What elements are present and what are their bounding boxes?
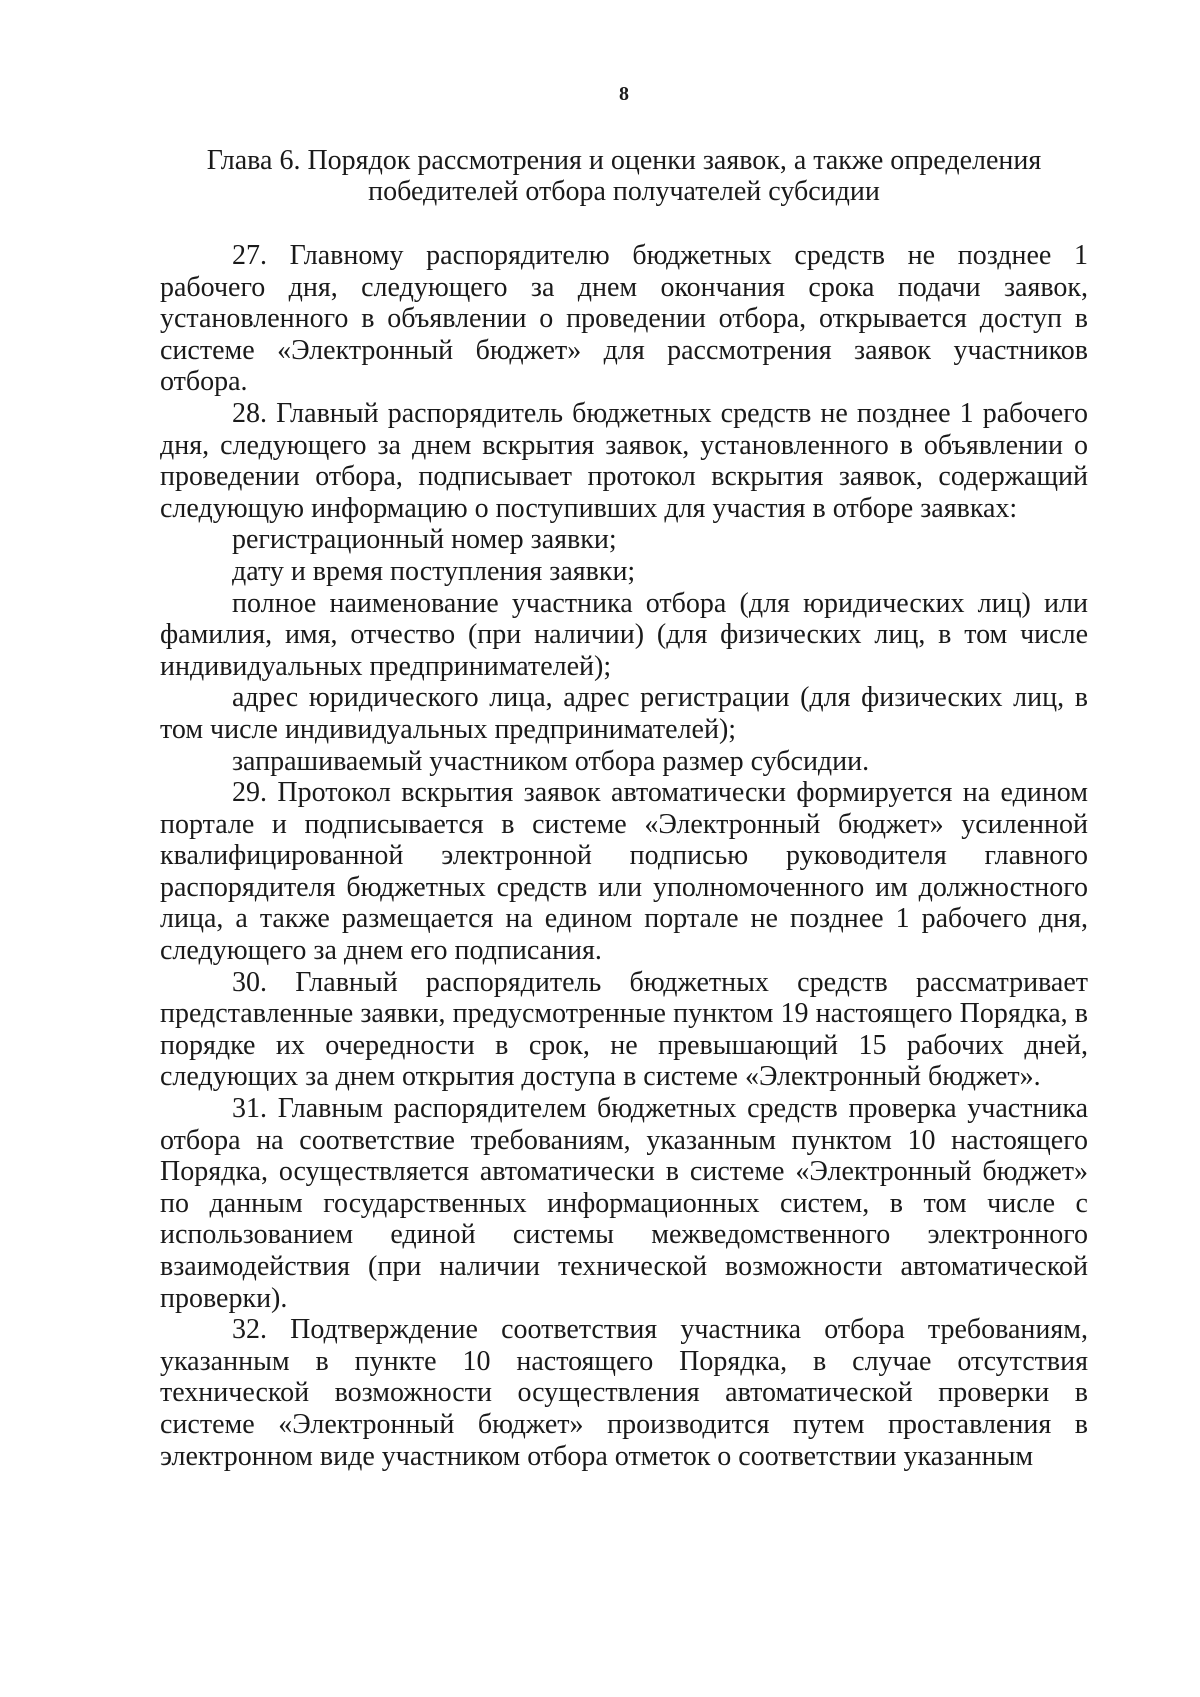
chapter-title	[160, 145, 1088, 207]
paragraph-27: 27. Главному распорядителю бюджетных средств не позднее 1 рабочего дня, следующего за днем окончания срока подачи заявок, установленного в объявлении о проведении отбора, открывается доступ в системе «Электронный бюджет» для рассмотрения заявок участников отбора.	[160, 240, 1088, 398]
paragraph-31: 31. Главным распорядителем бюджетных средств проверка участника отбора на соответствие требованиям, указанным пунктом 10 настоящего Порядка, осуществляется автоматически в системе «Электронный бюджет» по данным государственных информационных систем, в том числе с использованием единой системы межведомственного электронного взаимодействия (при наличии технической возможности автоматической проверки).	[160, 1093, 1088, 1314]
document-body	[160, 240, 1088, 1472]
chapter-title-line-2: победителей отбора получателей субсидии	[368, 176, 880, 207]
list-item-address: адрес юридического лица, адрес регистрации (для физических лиц, в том числе индивидуальных предпринимателей);	[160, 682, 1088, 745]
paragraph-32: 32. Подтверждение соответствия участника отбора требованиям, указанным в пункте 10 настоящего Порядка, в случае отсутствия технической возможности осуществления автоматической проверки в системе «Электронный бюджет» производится путем проставления в электронном виде участником отбора отметок о соответствии указанным	[160, 1314, 1088, 1472]
paragraph-29: 29. Протокол вскрытия заявок автоматически формируется на едином портале и подписывается в системе «Электронный бюджет» усиленной квалифицированной электронной подписью руководителя главного распорядителя бюджетных средств или уполномоченного им должностного лица, а также размещается на едином портале не позднее 1 рабочего дня, следующего за днем его подписания.	[160, 777, 1088, 967]
paragraph-28: 28. Главный распорядитель бюджетных средств не позднее 1 рабочего дня, следующего за днем вскрытия заявок, установленного в объявлении о проведении отбора, подписывает протокол вскрытия заявок, содержащий следующую информацию о поступивших для участия в отборе заявках:	[160, 397, 1088, 524]
list-item-registration-number: регистрационный номер заявки;	[232, 524, 617, 556]
page-number: 8	[619, 83, 629, 105]
list-item-date-time: дату и время поступления заявки;	[232, 555, 636, 587]
list-item-subsidy-amount: запрашиваемый участником отбора размер субсидии.	[232, 745, 870, 777]
chapter-title-line-1: Глава 6. Порядок рассмотрения и оценки заявок, а также определения	[206, 145, 1042, 176]
list-item-full-name: полное наименование участника отбора (для юридических лиц) или фамилия, имя, отчество (при наличии) (для физических лиц, в том числе индивидуальных предпринимателей);	[160, 587, 1088, 682]
paragraph-30: 30. Главный распорядитель бюджетных средств рассматривает представленные заявки, предусмотренные пунктом 19 настоящего Порядка, в порядке их очередности в срок, не превышающий 15 рабочих дней, следующих за днем открытия доступа в системе «Электронный бюджет».	[160, 966, 1088, 1093]
